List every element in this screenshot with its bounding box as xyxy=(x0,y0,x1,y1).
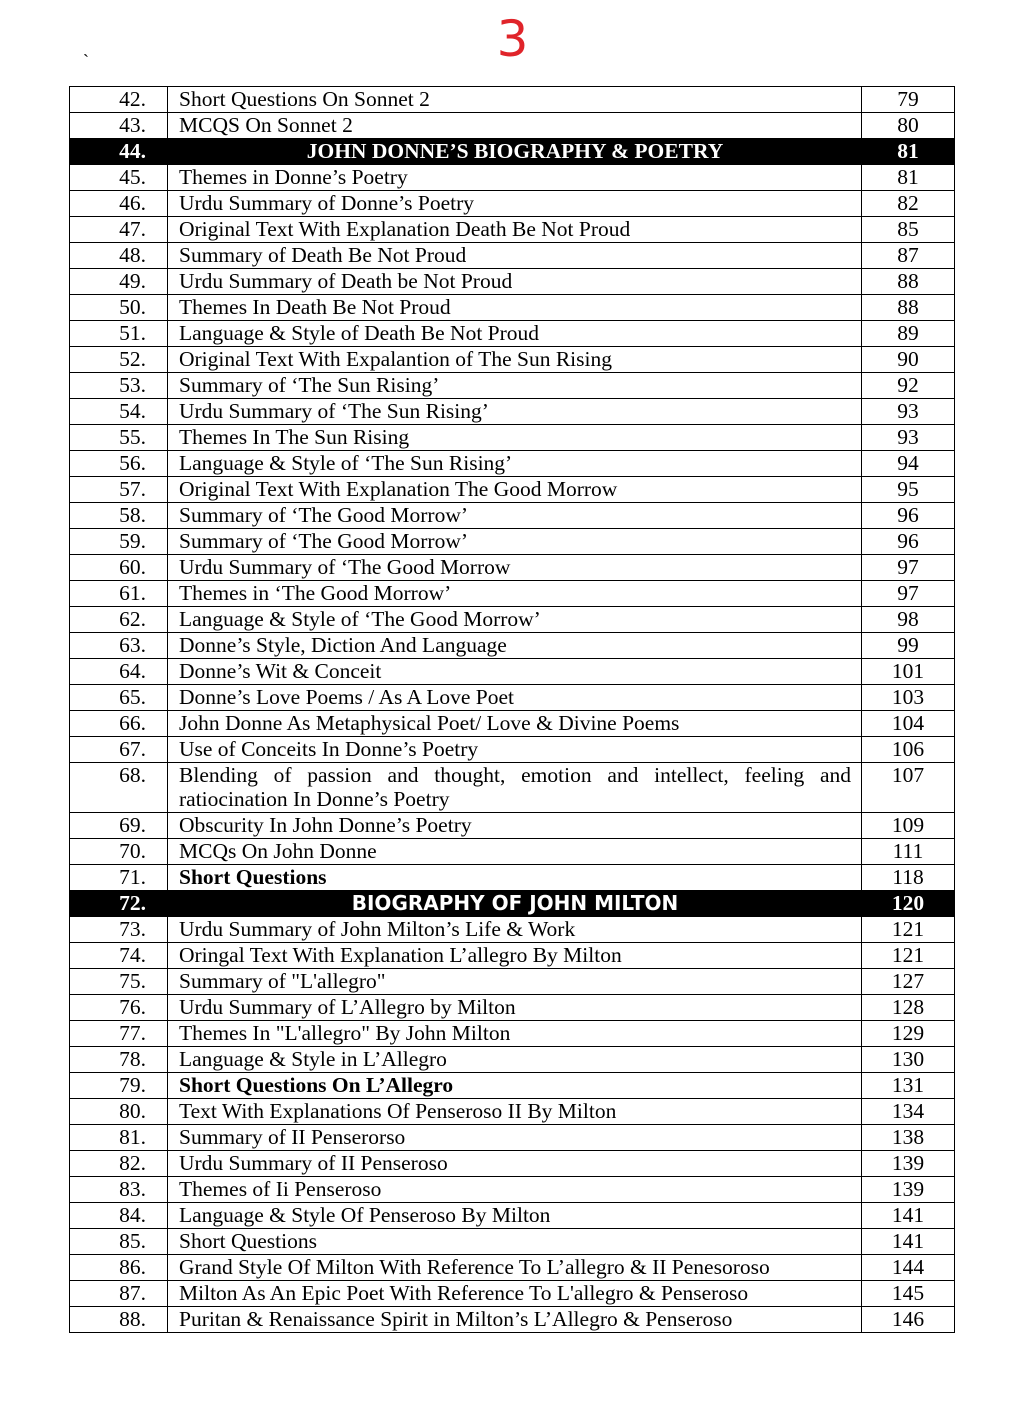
toc-entry-number: 77. xyxy=(70,1021,168,1047)
toc-entry-page: 96 xyxy=(862,503,955,529)
toc-row xyxy=(70,503,955,529)
toc-row xyxy=(70,269,955,295)
toc-entry-title: Themes In "L'allegro" By John Milton xyxy=(168,1021,862,1047)
toc-entry-page: 121 xyxy=(862,943,955,969)
toc-entry-number: 70. xyxy=(70,839,168,865)
toc-entry-page: 98 xyxy=(862,607,955,633)
toc-row xyxy=(70,943,955,969)
toc-entry-number: 87. xyxy=(70,1281,168,1307)
toc-entry-page: 97 xyxy=(862,555,955,581)
toc-entry-title: Summary of Death Be Not Proud xyxy=(168,243,862,269)
toc-entry-title: Summary of ‘The Good Morrow’ xyxy=(168,503,862,529)
toc-row xyxy=(70,295,955,321)
toc-entry-page: 141 xyxy=(862,1203,955,1229)
toc-entry-title: Use of Conceits In Donne’s Poetry xyxy=(168,737,862,763)
toc-row xyxy=(70,865,955,891)
toc-row xyxy=(70,581,955,607)
toc-entry-page: 138 xyxy=(862,1125,955,1151)
toc-row xyxy=(70,87,955,113)
toc-entry-number: 60. xyxy=(70,555,168,581)
toc-entry-page: 81 xyxy=(862,139,955,165)
toc-entry-number: 65. xyxy=(70,685,168,711)
toc-entry-page: 139 xyxy=(862,1151,955,1177)
toc-entry-title: Urdu Summary of L’Allegro by Milton xyxy=(168,995,862,1021)
toc-entry-page: 82 xyxy=(862,191,955,217)
toc-row xyxy=(70,659,955,685)
toc-entry-title: Blending of passion and thought, emotion and intellect, feeling and ratiocination In Donne’s Poetry xyxy=(168,763,862,813)
toc-entry-title: Milton As An Epic Poet With Reference To L'allegro & Penseroso xyxy=(168,1281,862,1307)
toc-entry-page: 92 xyxy=(862,373,955,399)
toc-row xyxy=(70,607,955,633)
toc-row xyxy=(70,1307,955,1333)
toc-row xyxy=(70,425,955,451)
toc-entry-number: 59. xyxy=(70,529,168,555)
toc-row xyxy=(70,1073,955,1099)
toc-entry-page: 111 xyxy=(862,839,955,865)
toc-entry-number: 48. xyxy=(70,243,168,269)
toc-entry-number: 80. xyxy=(70,1099,168,1125)
toc-entry-page: 120 xyxy=(862,891,955,917)
toc-row xyxy=(70,711,955,737)
toc-entry-title: MCQs On John Donne xyxy=(168,839,862,865)
toc-entry-number: 49. xyxy=(70,269,168,295)
toc-entry-number: 76. xyxy=(70,995,168,1021)
toc-entry-number: 72. xyxy=(70,891,168,917)
toc-entry-title: MCQS On Sonnet 2 xyxy=(168,113,862,139)
toc-entry-page: 95 xyxy=(862,477,955,503)
toc-row xyxy=(70,1229,955,1255)
toc-entry-title: Donne’s Love Poems / As A Love Poet xyxy=(168,685,862,711)
toc-entry-title: Grand Style Of Milton With Reference To L’allegro & II Penesoroso xyxy=(168,1255,862,1281)
toc-entry-page: 130 xyxy=(862,1047,955,1073)
toc-row xyxy=(70,373,955,399)
toc-entry-title: Short Questions xyxy=(168,1229,862,1255)
toc-row xyxy=(70,633,955,659)
toc-entry-number: 52. xyxy=(70,347,168,373)
toc-entry-number: 55. xyxy=(70,425,168,451)
toc-entry-page: 144 xyxy=(862,1255,955,1281)
table-of-contents xyxy=(69,86,955,1333)
toc-entry-title: BIOGRAPHY OF JOHN MILTON xyxy=(168,891,862,917)
toc-entry-number: 64. xyxy=(70,659,168,685)
toc-entry-title: Urdu Summary of John Milton’s Life & Work xyxy=(168,917,862,943)
toc-row xyxy=(70,243,955,269)
stray-mark: ` xyxy=(83,51,89,71)
toc-entry-number: 74. xyxy=(70,943,168,969)
toc-entry-title: Puritan & Renaissance Spirit in Milton’s L’Allegro & Penseroso xyxy=(168,1307,862,1333)
toc-entry-title: Themes in Donne’s Poetry xyxy=(168,165,862,191)
toc-row xyxy=(70,321,955,347)
toc-entry-title: Summary of ‘The Good Morrow’ xyxy=(168,529,862,555)
toc-entry-title: Summary of ‘The Sun Rising’ xyxy=(168,373,862,399)
toc-row xyxy=(70,1255,955,1281)
toc-row xyxy=(70,1281,955,1307)
toc-entry-number: 50. xyxy=(70,295,168,321)
toc-entry-number: 81. xyxy=(70,1125,168,1151)
toc-row xyxy=(70,1021,955,1047)
toc-entry-page: 146 xyxy=(862,1307,955,1333)
toc-row xyxy=(70,217,955,243)
toc-entry-page: 88 xyxy=(862,269,955,295)
toc-entry-number: 47. xyxy=(70,217,168,243)
toc-row xyxy=(70,1125,955,1151)
toc-entry-page: 97 xyxy=(862,581,955,607)
toc-entry-title: Obscurity In John Donne’s Poetry xyxy=(168,813,862,839)
toc-entry-page: 80 xyxy=(862,113,955,139)
toc-entry-title: Summary of "L'allegro" xyxy=(168,969,862,995)
toc-entry-number: 67. xyxy=(70,737,168,763)
toc-entry-page: 131 xyxy=(862,1073,955,1099)
toc-entry-page: 128 xyxy=(862,995,955,1021)
toc-entry-title: John Donne As Metaphysical Poet/ Love & Divine Poems xyxy=(168,711,862,737)
toc-entry-number: 57. xyxy=(70,477,168,503)
toc-row xyxy=(70,917,955,943)
toc-row xyxy=(70,113,955,139)
toc-entry-title: Language & Style in L’Allegro xyxy=(168,1047,862,1073)
toc-entry-page: 87 xyxy=(862,243,955,269)
toc-section-row xyxy=(70,139,955,165)
toc-entry-title: Language & Style Of Penseroso By Milton xyxy=(168,1203,862,1229)
toc-entry-number: 62. xyxy=(70,607,168,633)
toc-entry-title: Original Text With Explanation The Good Morrow xyxy=(168,477,862,503)
toc-entry-number: 58. xyxy=(70,503,168,529)
toc-entry-page: 109 xyxy=(862,813,955,839)
toc-entry-number: 84. xyxy=(70,1203,168,1229)
toc-entry-number: 86. xyxy=(70,1255,168,1281)
toc-entry-page: 145 xyxy=(862,1281,955,1307)
toc-entry-title: Donne’s Style, Diction And Language xyxy=(168,633,862,659)
toc-entry-page: 104 xyxy=(862,711,955,737)
toc-entry-page: 94 xyxy=(862,451,955,477)
toc-entry-number: 73. xyxy=(70,917,168,943)
toc-row xyxy=(70,1203,955,1229)
toc-entry-page: 127 xyxy=(862,969,955,995)
toc-entry-title: Language & Style of ‘The Sun Rising’ xyxy=(168,451,862,477)
toc-entry-page: 99 xyxy=(862,633,955,659)
toc-row xyxy=(70,347,955,373)
toc-row xyxy=(70,969,955,995)
toc-entry-page: 107 xyxy=(862,763,955,813)
toc-row xyxy=(70,399,955,425)
toc-entry-title: Urdu Summary of ‘The Good Morrow xyxy=(168,555,862,581)
toc-entry-number: 54. xyxy=(70,399,168,425)
toc-entry-number: 42. xyxy=(70,87,168,113)
toc-row xyxy=(70,555,955,581)
toc-entry-title: Themes In The Sun Rising xyxy=(168,425,862,451)
toc-entry-page: 134 xyxy=(862,1099,955,1125)
toc-entry-title: Language & Style of ‘The Good Morrow’ xyxy=(168,607,862,633)
toc-row xyxy=(70,813,955,839)
toc-entry-number: 85. xyxy=(70,1229,168,1255)
toc-entry-title: Text With Explanations Of Penseroso II By Milton xyxy=(168,1099,862,1125)
toc-entry-number: 51. xyxy=(70,321,168,347)
toc-entry-page: 141 xyxy=(862,1229,955,1255)
toc-row xyxy=(70,995,955,1021)
toc-row xyxy=(70,763,955,813)
toc-entry-page: 121 xyxy=(862,917,955,943)
toc-entry-title: Donne’s Wit & Conceit xyxy=(168,659,862,685)
toc-entry-number: 82. xyxy=(70,1151,168,1177)
toc-entry-number: 79. xyxy=(70,1073,168,1099)
toc-entry-title: Summary of II Penserorso xyxy=(168,1125,862,1151)
toc-entry-number: 46. xyxy=(70,191,168,217)
toc-row xyxy=(70,191,955,217)
toc-row xyxy=(70,477,955,503)
toc-entry-number: 44. xyxy=(70,139,168,165)
toc-entry-title: Short Questions On L’Allegro xyxy=(168,1073,862,1099)
toc-entry-page: 101 xyxy=(862,659,955,685)
toc-entry-title: Urdu Summary of Death be Not Proud xyxy=(168,269,862,295)
toc-entry-number: 45. xyxy=(70,165,168,191)
toc-row xyxy=(70,737,955,763)
toc-row xyxy=(70,529,955,555)
toc-entry-title: Urdu Summary of ‘The Sun Rising’ xyxy=(168,399,862,425)
toc-row xyxy=(70,685,955,711)
toc-entry-title: Original Text With Expalantion of The Sun Rising xyxy=(168,347,862,373)
toc-entry-title: Short Questions On Sonnet 2 xyxy=(168,87,862,113)
toc-entry-number: 66. xyxy=(70,711,168,737)
toc-entry-number: 69. xyxy=(70,813,168,839)
toc-row xyxy=(70,451,955,477)
toc-row xyxy=(70,1047,955,1073)
toc-entry-page: 118 xyxy=(862,865,955,891)
toc-entry-number: 71. xyxy=(70,865,168,891)
toc-entry-title: Original Text With Explanation Death Be Not Proud xyxy=(168,217,862,243)
toc-entry-title: Themes In Death Be Not Proud xyxy=(168,295,862,321)
toc-entry-number: 63. xyxy=(70,633,168,659)
toc-entry-page: 90 xyxy=(862,347,955,373)
toc-row xyxy=(70,1177,955,1203)
toc-entry-page: 88 xyxy=(862,295,955,321)
toc-row xyxy=(70,1099,955,1125)
toc-entry-title: JOHN DONNE’S BIOGRAPHY & POETRY xyxy=(168,139,862,165)
toc-entry-number: 53. xyxy=(70,373,168,399)
toc-entry-title: Urdu Summary of Donne’s Poetry xyxy=(168,191,862,217)
toc-body xyxy=(70,87,955,1333)
toc-entry-title: Language & Style of Death Be Not Proud xyxy=(168,321,862,347)
toc-entry-number: 75. xyxy=(70,969,168,995)
toc-entry-title: Oringal Text With Explanation L’allegro By Milton xyxy=(168,943,862,969)
toc-entry-page: 93 xyxy=(862,425,955,451)
toc-row xyxy=(70,839,955,865)
toc-entry-number: 56. xyxy=(70,451,168,477)
toc-row xyxy=(70,1151,955,1177)
toc-entry-page: 81 xyxy=(862,165,955,191)
toc-entry-page: 129 xyxy=(862,1021,955,1047)
toc-entry-page: 103 xyxy=(862,685,955,711)
toc-entry-title: Themes of Ii Penseroso xyxy=(168,1177,862,1203)
toc-entry-page: 139 xyxy=(862,1177,955,1203)
toc-entry-number: 83. xyxy=(70,1177,168,1203)
toc-entry-page: 89 xyxy=(862,321,955,347)
toc-entry-title: Urdu Summary of II Penseroso xyxy=(168,1151,862,1177)
toc-entry-page: 79 xyxy=(862,87,955,113)
toc-entry-number: 43. xyxy=(70,113,168,139)
toc-row xyxy=(70,165,955,191)
toc-entry-title: Themes in ‘The Good Morrow’ xyxy=(168,581,862,607)
toc-section-row xyxy=(70,891,955,917)
toc-entry-title: Short Questions xyxy=(168,865,862,891)
toc-entry-number: 78. xyxy=(70,1047,168,1073)
toc-entry-page: 96 xyxy=(862,529,955,555)
toc-entry-number: 61. xyxy=(70,581,168,607)
page-number: 3 xyxy=(496,10,529,68)
toc-entry-number: 88. xyxy=(70,1307,168,1333)
toc-entry-page: 106 xyxy=(862,737,955,763)
toc-entry-number: 68. xyxy=(70,763,168,813)
toc-entry-page: 85 xyxy=(862,217,955,243)
toc-entry-page: 93 xyxy=(862,399,955,425)
